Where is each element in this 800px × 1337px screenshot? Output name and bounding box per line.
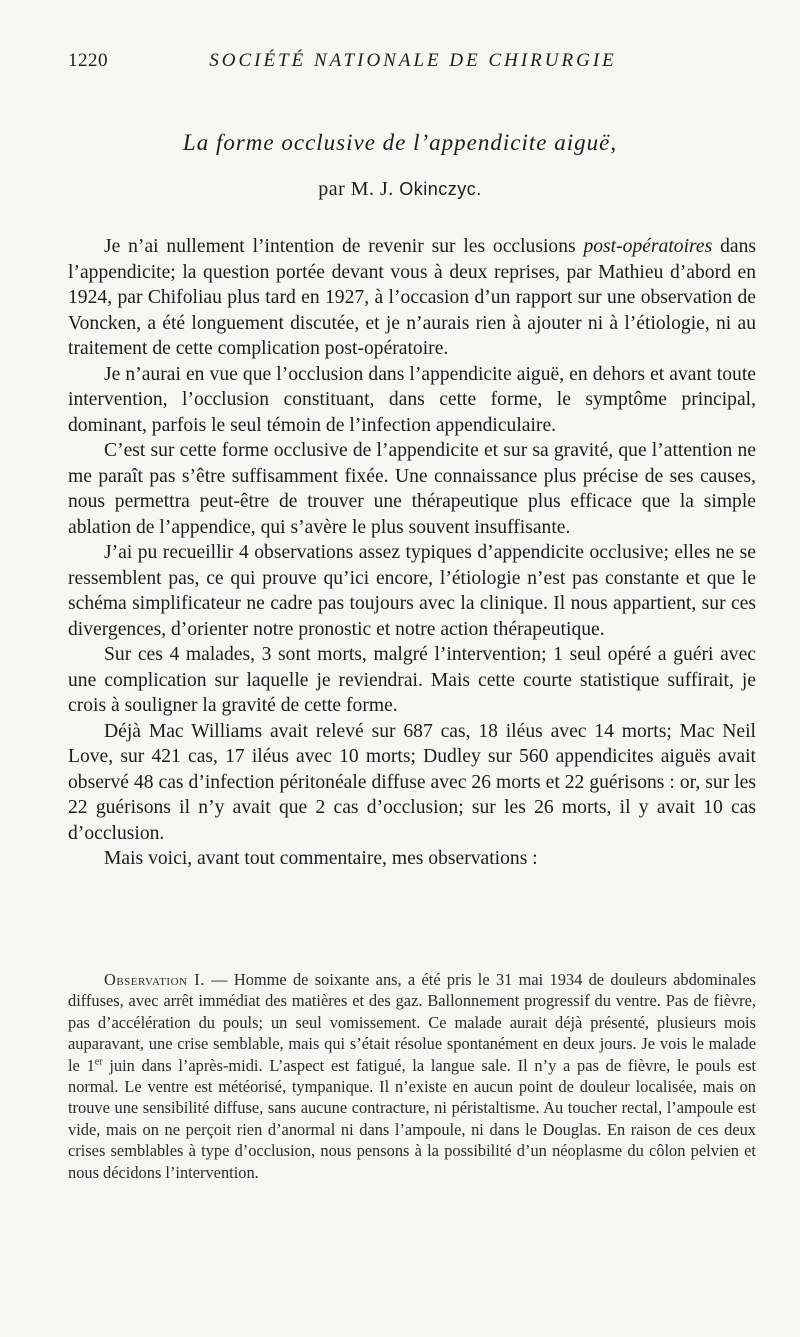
author-name: Okinczyc. xyxy=(399,179,482,199)
paragraph: C’est sur cette forme occlusive de l’appendicite et sur sa gravité, que l’attention ne me paraît pas s’être suffisamment fixée. Une connaissance plus précise de ses causes, nous permettra peut-être de trouver une thérapeutique plus efficace que la simple ablation de l’appendice, qui s’avère le plus souvent insuffisante. xyxy=(68,440,756,538)
paragraph: J’ai pu recueillir 4 observations assez typiques d’appendicite occlusive; elles ne se ressemblent pas, ce qui prouve qu’ici encore, l’étiologie n’est pas constante et que le schéma simplificateur ne cadre pas toujours avec la clinique. Il nous appartient, sur ces divergences, d’orienter notre pronostic et notre action thérapeutique. xyxy=(68,542,756,640)
paragraph: Sur ces 4 malades, 3 sont morts, malgré l’intervention; 1 seul opéré a guéri avec une complication sur laquelle je reviendrai. Mais cette courte statistique suffirait, je crois à souligner la gravité de cette forme. xyxy=(68,644,756,716)
paragraph: Mais voici, avant tout commentaire, mes observations : xyxy=(104,848,538,869)
paragraph-text: dans l’appendicite; la question portée devant vous à deux reprises, par Mathieu d’abord en 1924, par Chifoliau plus tard en 1927, à l’occasion d’un rapport sur une observation de Voncken, a été longuement discutée, et je n’aurais rien à ajouter ni à l’étiologie, ni au traitement de cette complication post-opératoire. xyxy=(68,236,756,359)
running-head xyxy=(68,50,758,76)
paragraph: Déjà Mac Williams avait relevé sur 687 cas, 18 iléus avec 14 morts; Mac Neil Love, sur 421 cas, 17 iléus avec 10 morts; Dudley sur 560 appendicites aiguës avait observé 48 cas d’infection péritonéale diffuse avec 26 morts et 22 guérisons : or, sur les 22 guérisons il n’y avait que 2 cas d’occlusion; sur les 26 morts, il y avait 10 cas d’occlusion. xyxy=(68,720,756,844)
article-title: La forme occlusive de l’appendicite aiguë, xyxy=(182,130,618,155)
byline xyxy=(0,178,800,201)
journal-name: SOCIÉTÉ NATIONALE DE CHIRURGIE xyxy=(209,50,617,71)
observation-text: juin dans l’après-midi. L’aspect est fatigué, la langue sale. Il n’y a pas de fièvre, le pouls est normal. Le ventre est météorisé, tympanique. Il n’existe en aucun point de douleur localisée, mais on trouve une sensibilité diffuse, sans aucune contracture, ni péristaltisme. Au toucher rectal, l’ampoule est vide, mais on ne perçoit rien d’anormal ni dans l’ampoule, ni dans le Douglas. En raison de ces deux crises semblables à type d’occlusion, nous pensons à la possibilité d’un néoplasme du côlon pelvien et nous décidons l’intervention. xyxy=(68,1055,756,1182)
paragraph xyxy=(68,234,756,362)
superscript: er xyxy=(94,1056,103,1068)
observation-block xyxy=(68,969,756,1183)
emphasis-text: post-opératoires xyxy=(583,236,713,257)
paragraph-text: Je n’ai nullement l’intention de revenir sur les occlusions xyxy=(104,236,584,257)
paragraph: Je n’aurai en vue que l’occlusion dans l’appendicite aiguë, en dehors et avant toute intervention, l’occlusion constituant, dans cette forme, le symptôme principal, dominant, parfois le seul témoin de l’infection appendiculaire. xyxy=(68,363,756,436)
observation-label: Observation I. xyxy=(104,970,205,989)
byline-prefix: par M. J. xyxy=(318,178,394,200)
observation-text: — Homme de soixante ans, a été pris le 31 mai 1934 de douleurs abdominales diffuses, avec arrêt immédiat des matières et des gaz. Ballonnement progressif du ventre. Pas de fièvre, pas d’accélération du pouls; un seul vomissement. Ce malade aurait déjà présenté, plusieurs mois auparavant, une crise semblable, mais qui s’était résolue spontanément en deux jours. Je vois le malade le 1 xyxy=(68,970,756,1075)
observation-paragraph xyxy=(68,969,756,1183)
page-number: 1220 xyxy=(68,50,108,71)
article-body xyxy=(68,234,756,872)
